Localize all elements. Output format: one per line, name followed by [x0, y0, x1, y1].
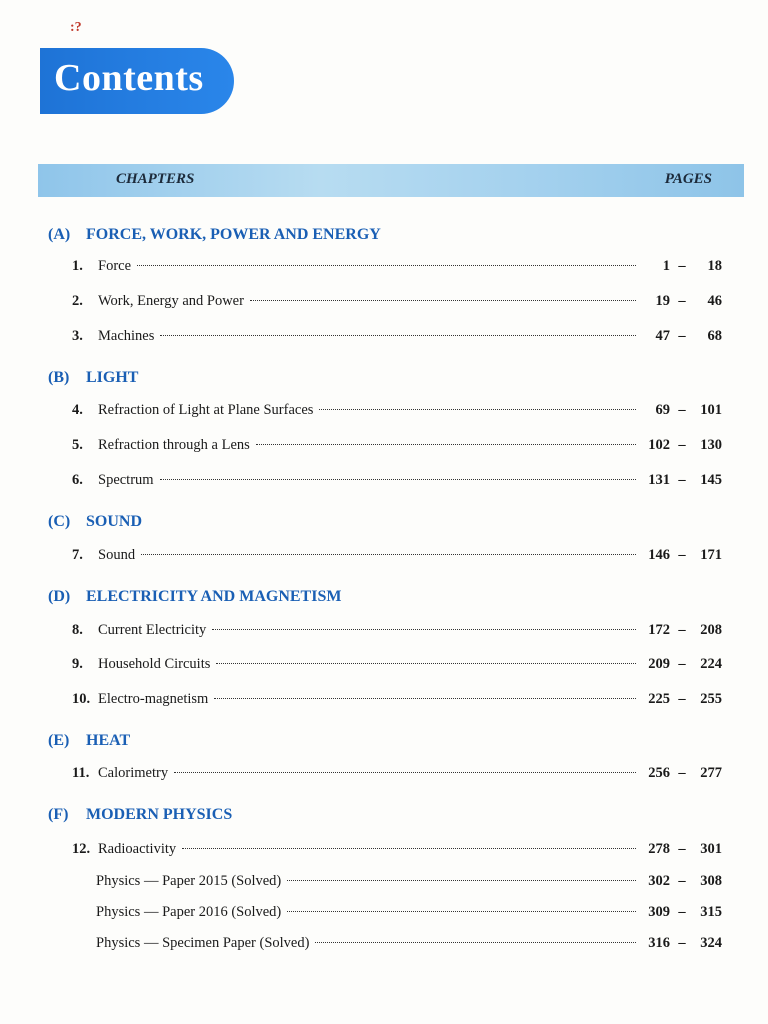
toc-row-paper-2016[interactable]: Physics — Paper 2016 (Solved) 309 – 315	[96, 904, 722, 920]
toc-row-chapter-2[interactable]: 2. Work, Energy and Power 19 – 46	[72, 293, 722, 309]
toc-row-chapter-5[interactable]: 5. Refraction through a Lens 102 – 130	[72, 437, 722, 453]
toc-row-specimen-paper[interactable]: Physics — Specimen Paper (Solved) 316 – 324	[96, 935, 722, 951]
dot-leader	[141, 553, 636, 555]
contents-banner	[40, 48, 234, 114]
section-heading-b: (B) LIGHT	[48, 369, 139, 386]
dot-leader	[137, 264, 636, 266]
dot-leader	[212, 628, 636, 630]
column-header-bar	[38, 164, 744, 197]
dot-leader	[182, 847, 636, 849]
toc-row-chapter-8[interactable]: 8. Current Electricity 172 – 208	[72, 622, 722, 638]
toc-row-chapter-7[interactable]: 7. Sound 146 – 171	[72, 547, 722, 563]
dot-leader	[216, 662, 636, 664]
dot-leader	[287, 910, 636, 912]
toc-row-chapter-6[interactable]: 6. Spectrum 131 – 145	[72, 472, 722, 488]
section-heading-f: (F) MODERN PHYSICS	[48, 806, 233, 823]
pages-column-label: PAGES	[664, 171, 712, 187]
dot-leader	[250, 299, 636, 301]
chapters-column-label: CHAPTERS	[116, 171, 195, 187]
section-heading-e: (E) HEAT	[48, 732, 131, 749]
page-title: Contents	[54, 57, 204, 99]
section-heading-c: (C) SOUND	[48, 513, 143, 530]
dot-leader	[315, 941, 636, 943]
dot-leader	[160, 478, 636, 480]
dot-leader	[174, 771, 636, 773]
section-heading-d: (D) ELECTRICITY AND MAGNETISM	[48, 588, 342, 605]
toc-row-chapter-4[interactable]: 4. Refraction of Light at Plane Surfaces 69 – 101	[72, 402, 722, 418]
toc-row-chapter-3[interactable]: 3. Machines 47 – 68	[72, 328, 722, 344]
page-mark: :?	[70, 20, 82, 35]
section-heading-a: (A) FORCE, WORK, POWER AND ENERGY	[48, 226, 381, 243]
dot-leader	[319, 408, 636, 410]
toc-row-chapter-10[interactable]: 10. Electro-magnetism 225 – 255	[72, 691, 722, 707]
toc-row-chapter-9[interactable]: 9. Household Circuits 209 – 224	[72, 656, 722, 672]
toc-row-chapter-11[interactable]: 11. Calorimetry 256 – 277	[72, 765, 722, 781]
dot-leader	[287, 879, 636, 881]
dot-leader	[160, 334, 636, 336]
toc-row-chapter-1[interactable]: 1. Force 1 – 18	[72, 258, 722, 274]
dot-leader	[256, 443, 636, 445]
dot-leader	[214, 697, 636, 699]
toc-row-chapter-12[interactable]: 12. Radioactivity 278 – 301	[72, 841, 722, 857]
toc-row-paper-2015[interactable]: Physics — Paper 2015 (Solved) 302 – 308	[96, 873, 722, 889]
